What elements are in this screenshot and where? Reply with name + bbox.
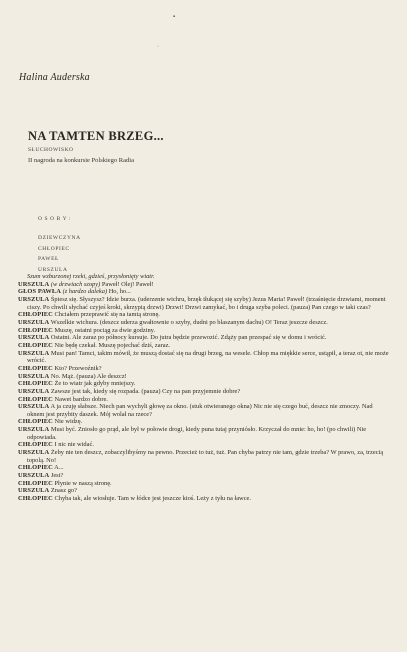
speaker-name: CHŁOPIEC xyxy=(18,441,53,449)
speaker-name: CHŁOPIEC xyxy=(18,380,53,388)
dialogue-line xyxy=(18,487,391,495)
speaker-name: CHŁOPIEC xyxy=(18,479,53,487)
speaker-name: URSZULA xyxy=(18,349,50,357)
speaker-name: URSZULA xyxy=(18,318,50,326)
dialogue-text: A... xyxy=(54,464,64,472)
dialogue-line xyxy=(18,426,391,441)
dialogue-text: Nie będę czekał. Muszę pojechać dziś, zaraz. xyxy=(54,341,170,349)
dialogue-text: Chyba tak, ale wiosłuje. Tam w łódce jest jeszcze ktoś. Leży z tyłu na ławce. xyxy=(54,495,251,503)
award-note: II nagroda na konkursie Polskiego Radia xyxy=(28,157,134,164)
dialogue-line xyxy=(18,403,391,418)
dialogue-line xyxy=(18,281,391,289)
speaker-name: URSZULA xyxy=(18,487,50,495)
dialogue-text: Ostatni. Ale zaraz po północy kursuje. Do jutra będzie przewozić. Zdąży pan przespać się w domu i wrócić. xyxy=(50,334,327,342)
speaker-name: CHŁOPIEC xyxy=(18,418,53,426)
stage-direction: Szum wzburzonej rzeki, gdzieś, przysłonięty wiatr. xyxy=(27,273,155,280)
dialogue-line xyxy=(18,327,391,335)
dialogue-text: Jest? xyxy=(50,472,64,480)
speaker-name: CHŁOPIEC xyxy=(18,495,53,503)
dialogue-line xyxy=(18,418,391,426)
dialogue-text: Zawsze jest tak, kiedy się rozpada. (pauza) Czy na pan przyjemnie dobre? xyxy=(50,387,241,395)
play-text xyxy=(18,273,391,503)
author-name: Halina Auderska xyxy=(19,72,90,83)
dialogue-line xyxy=(18,342,391,350)
dialogue-line xyxy=(18,464,391,472)
dialogue-line xyxy=(18,365,391,373)
stage-direction: (w drzwiach szopy) xyxy=(50,280,101,288)
speaker-name: URSZULA xyxy=(18,387,50,395)
speaker-name: CHŁOPIEC xyxy=(18,364,53,372)
speaker-name: GŁOS PAWŁA xyxy=(18,288,61,296)
dialogue-line xyxy=(18,350,391,365)
speaker-name: CHŁOPIEC xyxy=(18,326,53,334)
dialogue-line xyxy=(18,480,391,488)
speaker-name: URSZULA xyxy=(18,334,50,342)
speaker-name: CHŁOPIEC xyxy=(18,464,53,472)
cast-member: URSZULA xyxy=(38,266,68,273)
work-title: NA TAMTEN BRZEG... xyxy=(28,129,164,143)
speaker-name: URSZULA xyxy=(18,295,50,303)
dialogue-text: Ho, ho... xyxy=(108,288,131,296)
work-subtitle: SŁUCHOWISKO xyxy=(28,147,74,153)
dialogue-text: Nie widzę. xyxy=(54,418,83,426)
dialogue-line xyxy=(18,388,391,396)
cast-heading: OSOBY: xyxy=(38,216,73,222)
dialogue-text: Znasz go? xyxy=(50,487,77,495)
dialogue-text: Musi pan! Tamci, takim mówił, że muszą dostać się na drugi brzeg, na wesele. Chłop ma miękkie serce, ustąpił, a teraz ot, nie może wrócić. xyxy=(27,349,389,365)
dialogue-text: Żeby nie ten deszcz, zobaczylibyśmy na pewno. Przecież to tuż, tuż. Pan chyba patrzy nie tam, gdzie trzeba? W prawo, za, trzecią topolą. No! xyxy=(27,449,384,464)
dialogue-text: Że to wiatr jak gdyby mniejszy. xyxy=(54,380,136,388)
dialogue-line xyxy=(18,334,391,342)
speaker-name: URSZULA xyxy=(18,372,50,380)
dialogue-line xyxy=(18,311,391,319)
dialogue-line xyxy=(18,373,391,381)
dialogue-line xyxy=(18,441,391,449)
speaker-name: URSZULA xyxy=(18,472,50,480)
speaker-name: URSZULA xyxy=(18,403,50,411)
speaker-name: CHŁOPIEC xyxy=(18,311,53,319)
page-mark-top: ▪ xyxy=(173,14,176,20)
dialogue-line xyxy=(18,396,391,404)
cast-member: PAWEŁ xyxy=(38,256,59,262)
dialogue-text: I nic nie widać. xyxy=(54,441,94,449)
stage-direction: (z hardzo daleka) xyxy=(62,288,108,296)
dialogue-line xyxy=(18,288,391,296)
dialogue-text: Nawet bardzo dobre. xyxy=(54,395,108,403)
dialogue-text: Wszelkie wichura. (deszcz uderza gwałtownie o szyby, dudni po blaszanym dachu) O! Teraz jeszcze deszcz. xyxy=(50,318,328,326)
dialogue-text: Musi być. Zniosło go prąd, ale był w połowie drogi, kiedy puna tutaj przyniósło. Krzyczał do mnie: ho, ho! (po chwili) Nie odpowiada. xyxy=(27,426,367,441)
dialogue-text: Płynie w naszą stronę. xyxy=(54,479,112,487)
dialogue-line xyxy=(18,472,391,480)
dialogue-text: Kto? Przewoźnik? xyxy=(54,364,102,372)
dialogue-line xyxy=(18,449,391,464)
page-mark-mid: · xyxy=(157,44,159,50)
dialogue-line xyxy=(18,380,391,388)
cast-list xyxy=(38,233,81,275)
speaker-name: URSZULA xyxy=(18,449,50,457)
dialogue-line xyxy=(18,319,391,327)
cast-member: DZIEWCZYNA xyxy=(38,235,81,241)
speaker-name: URSZULA xyxy=(18,280,50,288)
dialogue-line xyxy=(18,296,391,311)
dialogue-text: No. Mąż. (pauza) Ale deszcz! xyxy=(50,372,127,380)
dialogue-text: Paweł! Olej! Paweł! xyxy=(101,280,154,288)
speaker-name: CHŁOPIEC xyxy=(18,341,53,349)
cast-member: CHŁOPIEC xyxy=(38,245,70,252)
dialogue-text: Śpiesz się. Słyszysz? Idzie burza. (uderzenie wichru, brzęk tłukącej się szyby) Jezus Maria! Paweł! (trzaśnięcie drzwiami, moment ciszy. Po chwili słychać czyjeś kroki, skrzypią drzwi) Drzwi! Drzwi zamykać, bo i druga szyba poleci. (pauza) Pan czego w taki czas? xyxy=(27,295,386,311)
dialogue-line xyxy=(18,273,391,281)
speaker-name: URSZULA xyxy=(18,426,50,434)
dialogue-text: A ja czuję słabsze. Niech pan wychyli głowę za okno. (stuk otwieranego okna) Nic nie się czego buć, deszcz nie zmoczy. Nad oknem jest przybity daszek. Mój wolał na rzece? xyxy=(27,403,373,418)
dialogue-line xyxy=(18,495,391,503)
dialogue-text: Chciałem przeprawić się na tamtą stronę. xyxy=(54,311,160,319)
dialogue-text: Muszę, ostatni pociąg za dwie godziny. xyxy=(54,326,156,334)
speaker-name: CHŁOPIEC xyxy=(18,395,53,403)
